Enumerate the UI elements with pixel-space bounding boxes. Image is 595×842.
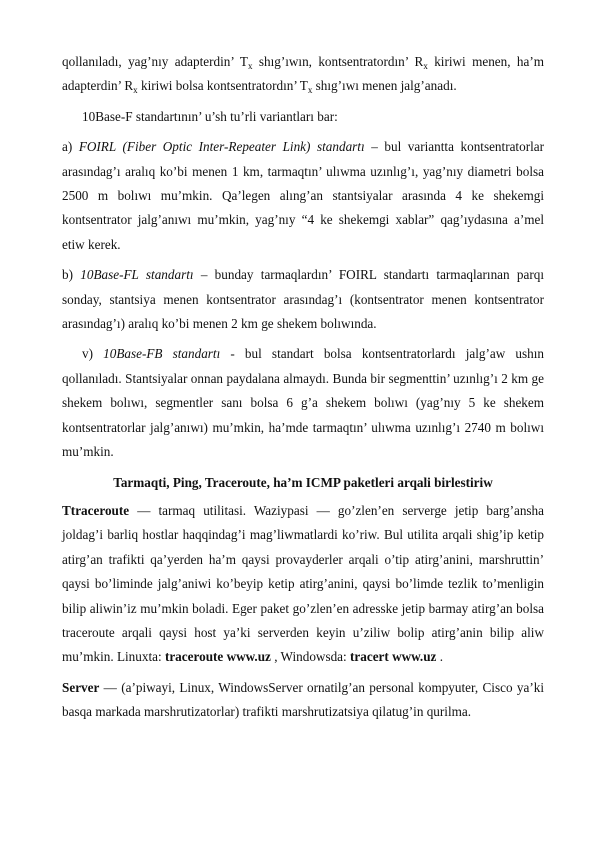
paragraph-traceroute: Ttraceroute — tarmaq utilitasi. Waziypasi — go’zlen’en serverge jetip barg’ansha joldag’i barliq hostlar haqqindag’i mag’liwmatlardi ko’riw. Bul utilita arqali shig’ip ketip atirg’an trafikti qa’yerden ha’m qaysi provayderler arqali o’tip atirg’anini, marshruttin’ qaysi bo’liminde jalg’aniwi ko’beyip ketip atirg’anini, qaysi bo’limde tezlik to’menligin bilip aliwin’iz mu’mkin boladi. Eger paket go’zlen’en adresske jetip barmay atirg’an bolsa traceroute arqali qaysi host ya’ki serverden keyin u’ziliw bolip atirg’anin bilip aliw mu’mkin. Linuxta: traceroute www.uz , Windowsda: tracert www.uz . bbox=[62, 502, 544, 665]
paragraph-server: Server — (a’piwayi, Linux, WindowsServer ornatilg’an personal kompyuter, Cisco ya’ki basqa markada marshrutizatorlar) trafikti marshrutizatsiya qilatug’in qurilma. bbox=[62, 679, 544, 720]
paragraph-10base-fl: b) 10Base-FL standartı – bunday tarmaqlardın’ FOIRL standartı tarmaqlarınan parqı sonday, stantsiya menen kontsentrator arasındag’ı (kontsentrator menen kontsentrator arasındag’ı) aralıq ko’bi menen 2 km ge shekem bolıwında. bbox=[62, 267, 544, 332]
term-traceroute: Ttraceroute bbox=[62, 502, 130, 518]
list-marker-b: b) bbox=[62, 267, 81, 283]
section-heading: Tarmaqti, Ping, Traceroute, ha’m ICMP paketleri arqali birlestiriw bbox=[113, 474, 493, 490]
term-server: Server bbox=[62, 679, 100, 695]
list-marker-a: a) bbox=[62, 139, 79, 155]
document-page bbox=[62, 50, 544, 725]
paragraph-10base-fb: v) 10Base-FB standartı - bul standart bolsa kontsentratorlardı jalg’aw ushın qollanıladı. Stantsiyalar onnan paydalana almaydı. Bunda bir segmenttin’ uzınlıg’ı 2 km ge shekem bolıwı, segmentler sanı bolsa 6 g’a shekem bolıwı (yag’nıy 5 ke shekem kontsentratorlar jalg’anıwı) mu’mkin, ha’mde tarmaqtın’ ulıwma uzınlıg’ı 2740 m bolıwı mu’mkin. bbox=[62, 346, 544, 460]
term-foirl: FOIRL (Fiber Optic Inter-Repeater Link) standartı bbox=[78, 139, 365, 155]
paragraph-foirl: a) FOIRL (Fiber Optic Inter-Repeater Link) standartı – bul variantta kontsentratorlar arasındag’ı aralıq ko’bi menen 1 km, tarmaqtın’ ulıwma uzınlıg’ı, yag’nıy diametri bolsa 2500 m bolıwı mu’mkin. Qa’legen alıng’an stantsiyalar arasında 4 ke shekemgi kontsentrator jalg’anıwı mu’mkin, yag’nıy “4 ke shekemgi xablar” qag’ıydasına a’mel etiw kerek. bbox=[62, 139, 544, 252]
paragraph-variants-intro: 10Base-F standartının’ u’sh tu’rli variantları bar: bbox=[82, 108, 338, 124]
term-10base-fl: 10Base-FL standartı bbox=[80, 267, 194, 283]
command-traceroute: traceroute www.uz bbox=[164, 649, 275, 665]
term-10base-fb: 10Base-FB standartı bbox=[103, 346, 221, 362]
paragraph-adapter-connection: qollanıladı, yag’nıy adapterdin’ $T_x$ shıg’ıwın, kontsentratordın’ $R_x$ kiriwi menen, ha’m adapterdin’ $R_x$ kiriwi bolsa kontsentratordın’ $T_x$ shıg’ıwı menen jalg’anadı. bbox=[62, 54, 544, 96]
list-marker-v: v) bbox=[82, 346, 104, 362]
command-tracert: tracert www.uz bbox=[350, 649, 440, 665]
